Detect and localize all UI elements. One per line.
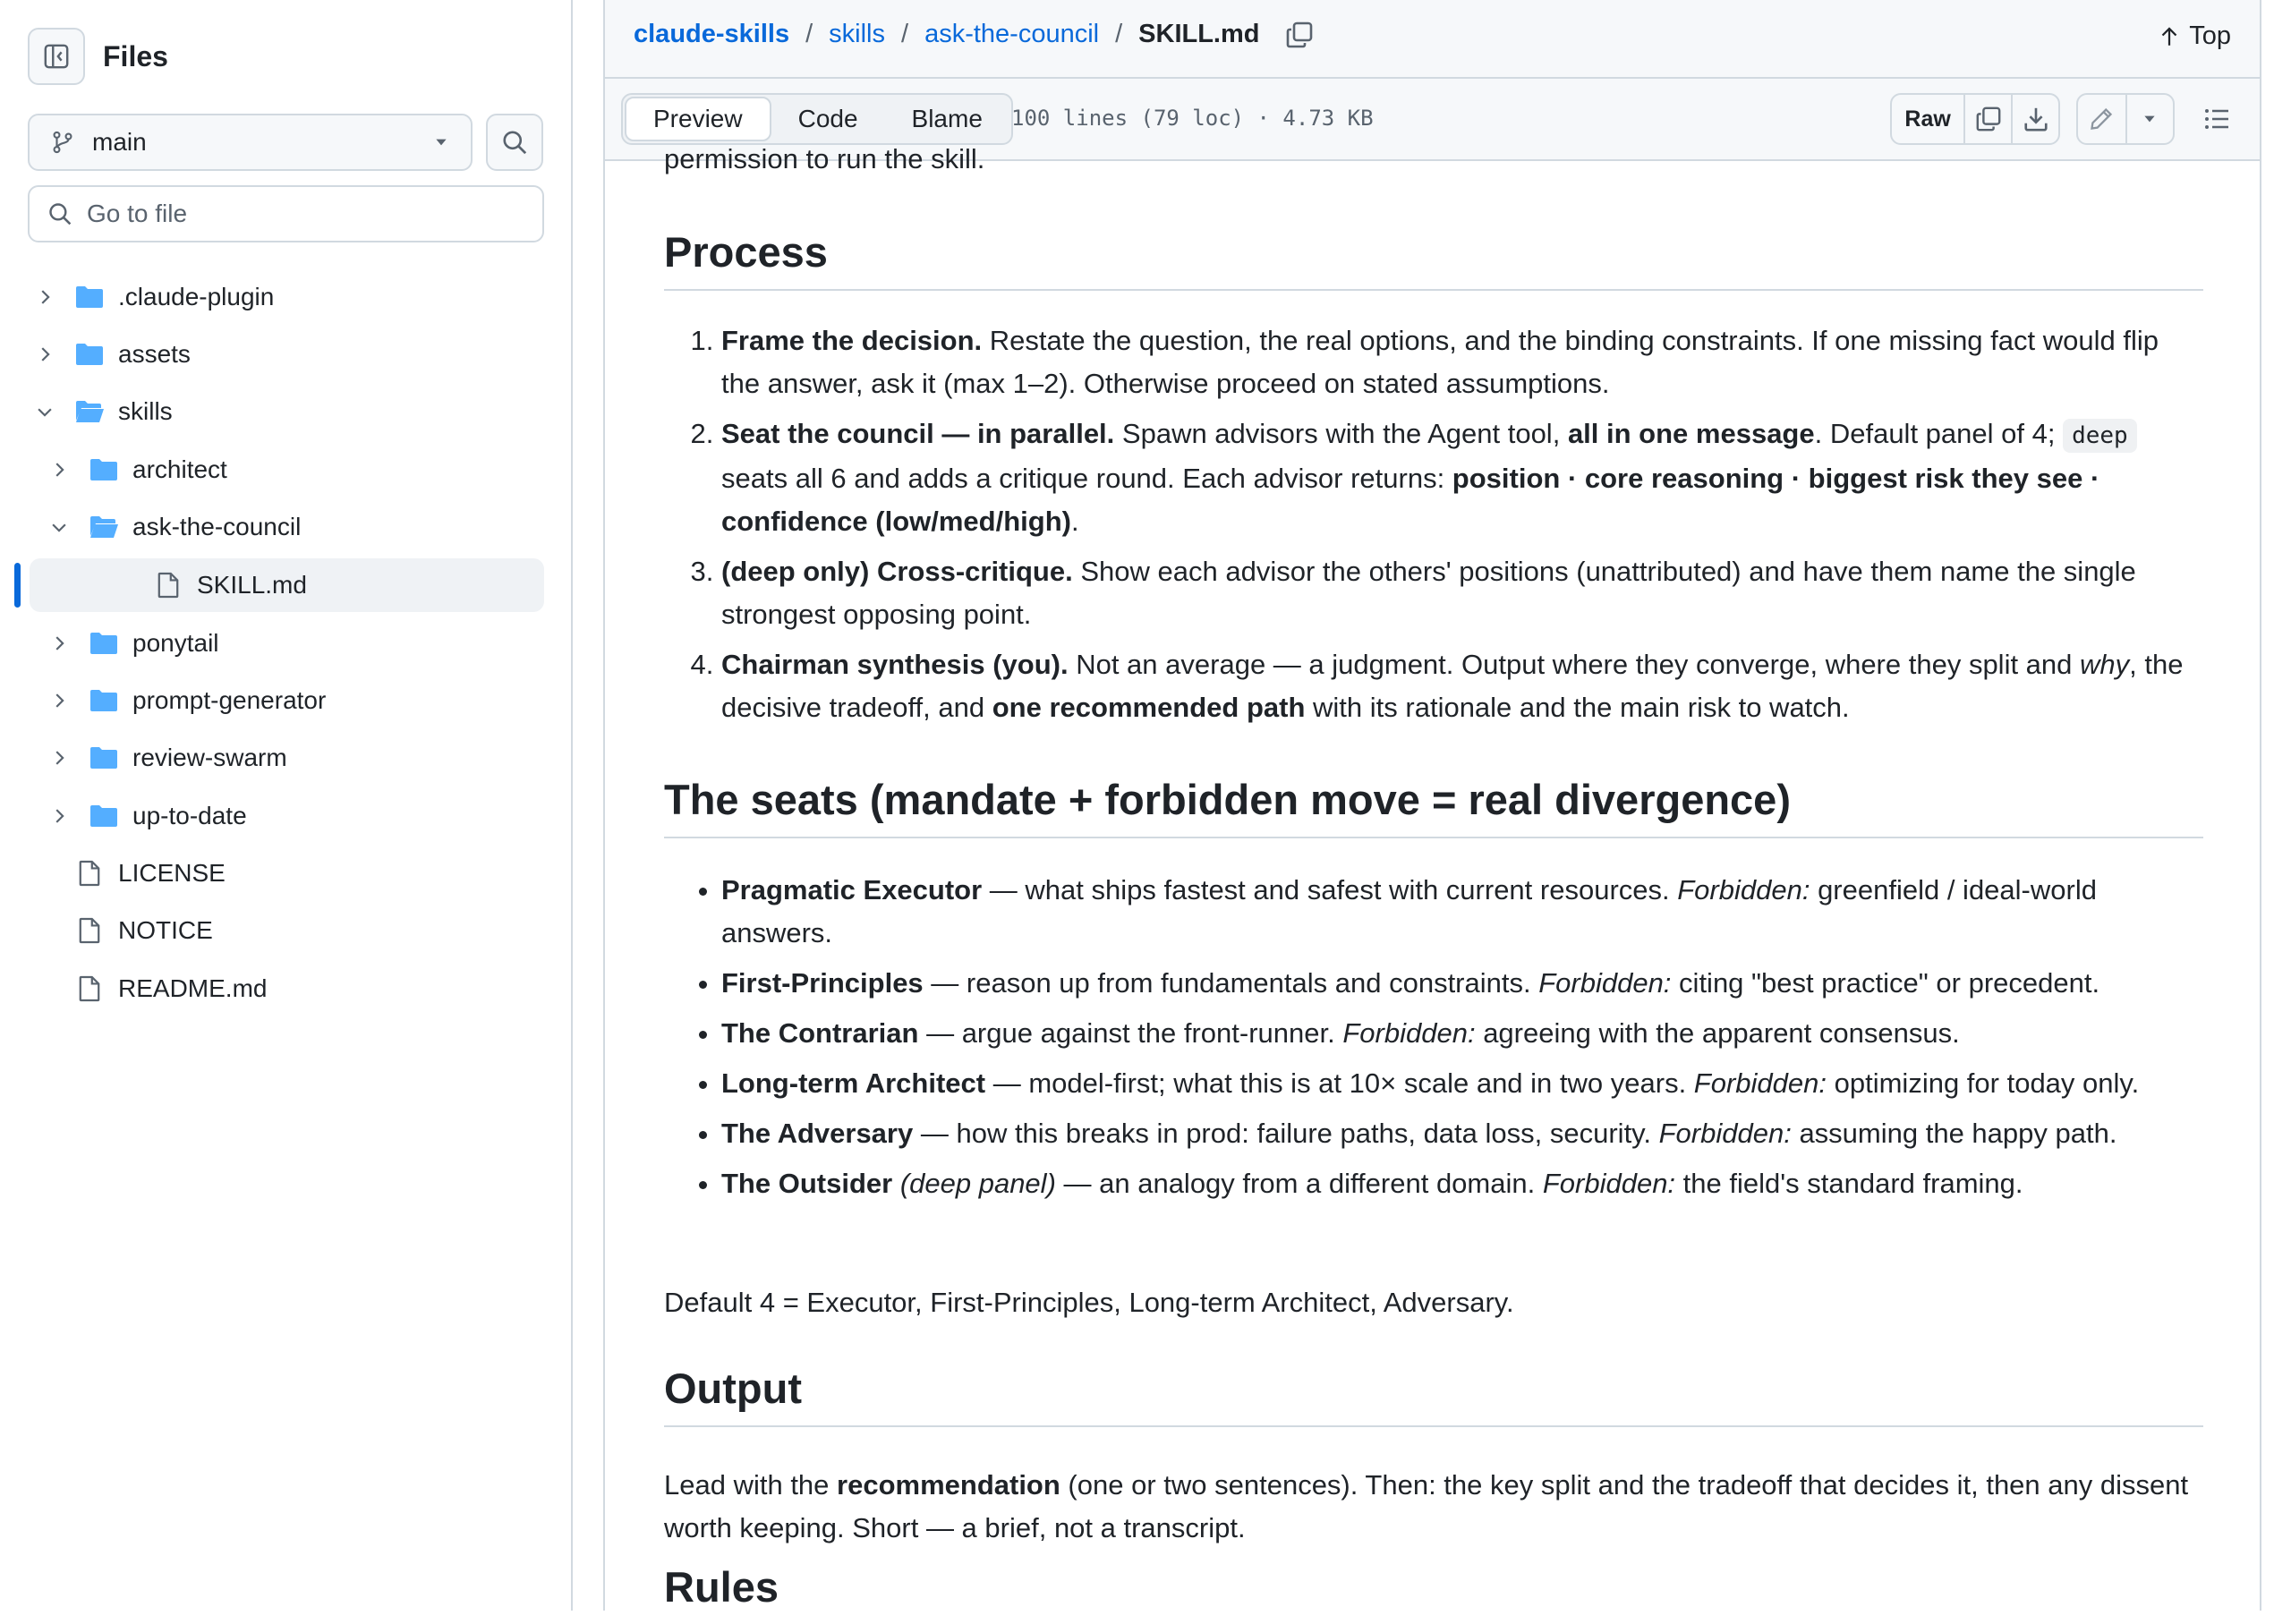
file-tree-sidebar [0, 0, 573, 1611]
step-text: , the decisive tradeoff, and [721, 649, 2184, 723]
list-item [721, 962, 2203, 1005]
list-item [721, 1162, 2203, 1205]
tab-preview[interactable]: Preview [625, 97, 771, 141]
seat-forbidden: assuming the happy path. [1791, 1118, 2117, 1149]
chevron-right-icon [49, 691, 69, 710]
tree-folder[interactable] [32, 385, 537, 438]
heading-seats: The seats (mandate + forbidden move = real divergence) [664, 775, 2203, 838]
tree-item-icon [88, 514, 120, 540]
step-text: Not an average — a judgment. Output where they converge, where they split and [1068, 649, 2081, 680]
folder-icon [89, 631, 119, 656]
tree-toggle[interactable] [47, 631, 72, 656]
tree-folder[interactable] [47, 443, 537, 497]
folder-open-icon [89, 514, 119, 540]
tree-item-label: up-to-date [132, 802, 247, 829]
file-icon [78, 860, 101, 887]
tree-toggle[interactable] [32, 285, 57, 310]
sidebar-header [28, 28, 168, 85]
tree-folder[interactable] [47, 789, 537, 843]
sidebar-title: Files [103, 39, 168, 72]
seats-list [664, 869, 2203, 1212]
go-to-file-placeholder: Go to file [87, 200, 188, 227]
breadcrumb-current-file: SKILL.md [1138, 20, 1260, 48]
tree-item-label: skills [118, 397, 173, 425]
tree-item-icon [152, 572, 184, 599]
file-icon [157, 572, 180, 599]
seat-name: Pragmatic Executor [721, 874, 983, 906]
seat-forbidden: optimizing for today only. [1827, 1067, 2140, 1099]
list-item [721, 1112, 2203, 1155]
back-to-top-button[interactable] [2159, 21, 2231, 51]
list-item [721, 1012, 2203, 1055]
collapse-sidebar-button[interactable] [28, 28, 85, 85]
seat-forbidden: citing "best practice" or precedent. [1671, 967, 2100, 999]
caret-down-icon [433, 134, 449, 150]
output-paragraph [664, 1464, 2203, 1550]
seat-name: First-Principles [721, 967, 924, 999]
branch-name: main [92, 128, 147, 156]
tree-item-label: .claude-plugin [118, 283, 275, 310]
breadcrumb-repo-link[interactable]: claude-skills [634, 20, 790, 48]
folder-icon [89, 457, 119, 482]
go-to-file-input[interactable] [28, 185, 544, 242]
tab-code[interactable]: Code [797, 105, 858, 132]
breadcrumb-separator: / [1115, 20, 1123, 48]
step-text: seats all 6 and adds a critique round. Each advisor returns: [721, 463, 1452, 494]
breadcrumb-bar [605, 0, 2260, 79]
tree-item-icon [88, 744, 120, 771]
tree-item-icon [88, 630, 120, 657]
seat-mandate: — argue against the front-runner. [918, 1017, 1343, 1049]
step-text: Restate the question, the real options, and the binding constraints. If one missing fact would flip the answer, ask it (max 1–2). Otherwise proceed on stated assumptions. [721, 325, 2159, 399]
step-emphasis: all in one message [1567, 418, 1815, 449]
tree-folder[interactable] [47, 674, 537, 727]
tree-item-icon [73, 341, 106, 368]
folder-icon [74, 342, 105, 367]
tree-item-icon [73, 860, 106, 887]
tree-spacer [32, 918, 57, 943]
tree-item-label: architect [132, 455, 227, 483]
partial-paragraph: permission to run the skill. [664, 143, 985, 174]
tree-toggle[interactable] [32, 399, 57, 424]
tree-item-label: SKILL.md [197, 571, 307, 599]
tree-toggle[interactable] [47, 803, 72, 829]
tree-file[interactable] [32, 962, 537, 1016]
raw-button[interactable]: Raw [1892, 95, 1965, 143]
tab-blame[interactable]: Blame [911, 105, 983, 132]
heading-output: Output [664, 1364, 2203, 1427]
raw-actions-group [1890, 93, 2060, 145]
seat-name: The Adversary [721, 1118, 914, 1149]
output-emphasis: recommendation [837, 1469, 1060, 1501]
chevron-right-icon [35, 344, 55, 364]
tree-toggle[interactable] [47, 688, 72, 713]
step-emphasis: one recommended path [992, 692, 1306, 723]
edit-file-button[interactable] [2078, 95, 2127, 143]
list-item [721, 869, 2203, 955]
step-title: Chairman synthesis (you). [721, 649, 1069, 680]
tree-toggle[interactable] [32, 342, 57, 367]
seat-forbidden: the field's standard framing. [1675, 1168, 2023, 1199]
tree-item-icon [88, 687, 120, 714]
tree-toggle[interactable] [47, 745, 72, 770]
heading-rules: Rules [664, 1563, 779, 1611]
breadcrumb-council-link[interactable]: ask-the-council [924, 20, 1100, 48]
breadcrumb-skills-link[interactable]: skills [829, 20, 885, 48]
tree-item-icon [73, 917, 106, 944]
step-text: Spawn advisors with the Agent tool, [1114, 418, 1568, 449]
tree-spacer [32, 861, 57, 886]
tree-file[interactable] [32, 904, 537, 957]
seat-name: Long-term Architect [721, 1067, 986, 1099]
tree-folder[interactable] [32, 327, 537, 381]
output-text: Lead with the [664, 1469, 838, 1501]
folder-icon [89, 803, 119, 829]
tree-item-label: prompt-generator [132, 686, 327, 714]
outline-button[interactable] [2191, 93, 2243, 145]
step-title: Frame the decision. [721, 325, 983, 356]
chevron-right-icon [35, 287, 55, 307]
folder-open-icon [74, 399, 105, 424]
tree-item-label: ponytail [132, 629, 219, 657]
file-viewer [603, 0, 2261, 1611]
heading-process: Process [664, 227, 2203, 291]
view-mode-tabs [621, 93, 1013, 145]
tree-spacer [111, 573, 136, 598]
tree-item-label: README.md [118, 974, 268, 1002]
download-button[interactable] [2013, 95, 2058, 143]
chevron-right-icon [49, 460, 69, 480]
tree-item-label: review-swarm [132, 744, 287, 771]
tree-item-icon [88, 803, 120, 829]
copy-icon [1975, 106, 2002, 132]
sidebar-collapse-icon [43, 43, 70, 70]
seat-name: The Outsider [721, 1168, 893, 1199]
selected-indicator [14, 563, 21, 608]
edit-options-dropdown[interactable] [2127, 95, 2173, 143]
list-item [721, 319, 2203, 405]
step-title: Seat the council — in parallel. [721, 418, 1115, 449]
caret-down-icon [2142, 111, 2158, 127]
tree-item-label: LICENSE [118, 859, 226, 887]
top-label: Top [2189, 21, 2231, 50]
list-item [721, 412, 2203, 543]
step-text: Show each advisor the others' positions (unattributed) and have them name the single strongest opposing point. [721, 556, 2136, 630]
seat-forbidden-label: Forbidden: [1538, 967, 1672, 999]
file-meta: 100 lines (79 loc) · 4.73 KB [1011, 106, 1374, 131]
process-steps-list [664, 319, 2203, 736]
tree-item-label: ask-the-council [132, 513, 302, 540]
seat-forbidden-label: Forbidden: [1658, 1118, 1792, 1149]
file-icon [78, 975, 101, 1002]
tree-item-icon [73, 284, 106, 310]
tree-file[interactable] [32, 846, 537, 900]
default-panel-text: Default 4 = Executor, First-Principles, Long-term Architect, Adversary. [664, 1287, 1514, 1318]
seat-name: The Contrarian [721, 1017, 919, 1049]
tree-folder[interactable] [32, 270, 537, 324]
tree-folder[interactable] [47, 616, 537, 670]
list-unordered-icon [2202, 105, 2231, 133]
chevron-down-icon [49, 517, 69, 537]
copy-icon [1285, 21, 1314, 49]
seat-mandate: — reason up from fundamentals and constraints. [923, 967, 1539, 999]
step-text: . Default panel of 4; [1814, 418, 2064, 449]
step-text: with its rationale and the main risk to watch. [1305, 692, 1850, 723]
tree-item-icon [88, 456, 120, 483]
search-files-button[interactable] [486, 114, 543, 171]
step-text: . [1070, 506, 1079, 537]
list-item [721, 643, 2203, 729]
folder-icon [89, 745, 119, 770]
list-item [721, 550, 2203, 636]
chevron-right-icon [49, 748, 69, 768]
seat-forbidden-label: Forbidden: [1677, 874, 1810, 906]
breadcrumb [634, 20, 1314, 49]
tree-item-icon [73, 398, 106, 425]
breadcrumb-separator: / [805, 20, 813, 48]
copy-path-button[interactable] [1285, 21, 1314, 49]
tree-spacer [32, 976, 57, 1001]
step-italic: why [2080, 649, 2130, 680]
chevron-right-icon [49, 633, 69, 653]
search-icon [47, 201, 72, 226]
branch-selector[interactable] [28, 114, 473, 171]
seat-mandate: — what ships fastest and safest with current resources. [982, 874, 1678, 906]
seat-forbidden: greenfield / ideal-world answers. [721, 874, 2097, 948]
tree-item-label: NOTICE [118, 916, 213, 944]
folder-icon [74, 285, 105, 310]
tree-file[interactable] [30, 558, 544, 612]
seat-mandate: — an analogy from a different domain. [1055, 1168, 1543, 1199]
copy-raw-button[interactable] [1965, 95, 2013, 143]
output-text: (one or two sentences). Then: the key split and the tradeoff that decides it, then any dissent worth keeping. Short — a brief, not a transcript. [664, 1469, 2189, 1543]
step-emphasis: position · core reasoning · biggest risk they see · confidence (low/med/high) [721, 463, 2100, 537]
tree-toggle[interactable] [47, 514, 72, 540]
seat-mandate: — how this breaks in prod: failure paths, data loss, security. [913, 1118, 1659, 1149]
folder-icon [89, 688, 119, 713]
tree-folder[interactable] [47, 500, 537, 554]
seat-tag: (deep panel) [892, 1168, 1056, 1199]
list-item [721, 1062, 2203, 1105]
arrow-up-icon [2159, 25, 2180, 48]
seat-forbidden-label: Forbidden: [1342, 1017, 1476, 1049]
seat-forbidden: agreeing with the apparent consensus. [1475, 1017, 1960, 1049]
file-icon [78, 917, 101, 944]
markdown-body [664, 143, 2203, 1611]
breadcrumb-separator: / [901, 20, 909, 48]
tree-item-label: assets [118, 340, 191, 368]
git-branch-icon [51, 129, 74, 156]
seat-forbidden-label: Forbidden: [1542, 1168, 1676, 1199]
chevron-right-icon [49, 806, 69, 826]
tree-folder[interactable] [47, 731, 537, 785]
tree-toggle[interactable] [47, 457, 72, 482]
chevron-down-icon [35, 402, 55, 421]
edit-actions-group [2076, 93, 2175, 145]
download-icon [2023, 106, 2049, 132]
seat-forbidden-label: Forbidden: [1693, 1067, 1827, 1099]
step-title: (deep only) Cross-critique. [721, 556, 1073, 587]
search-icon [501, 129, 528, 156]
seat-mandate: — model-first; what this is at 10× scale and in two years. [985, 1067, 1694, 1099]
tree-item-icon [73, 975, 106, 1002]
pencil-icon [2089, 106, 2114, 132]
inline-code: deep [2063, 419, 2137, 453]
